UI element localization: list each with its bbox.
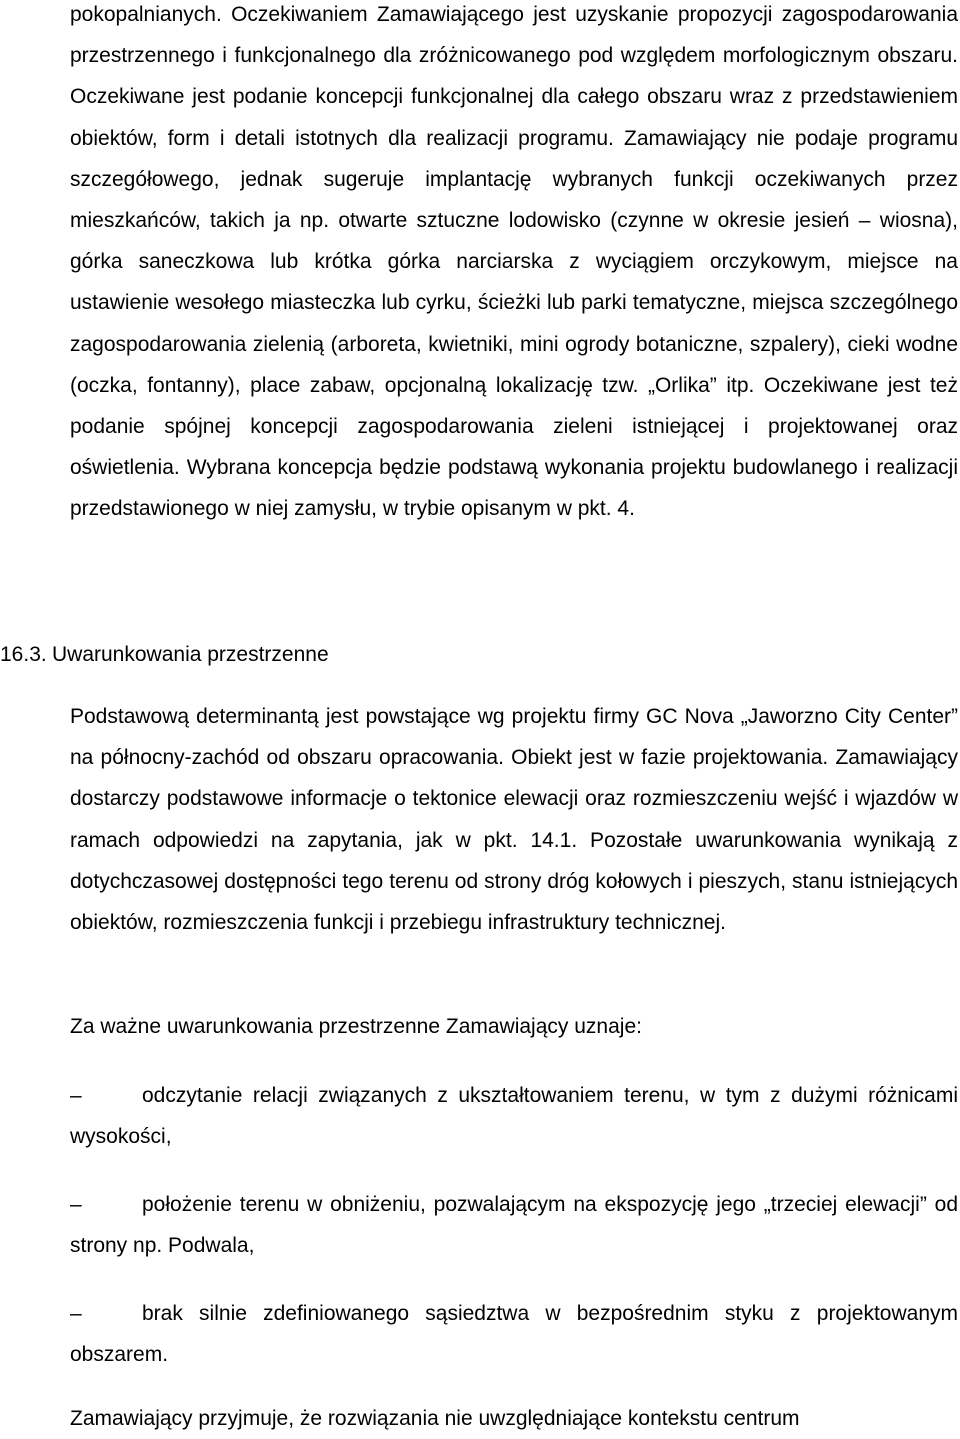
bullet-text: brak silnie zdefiniowanego sąsiedztwa w bezpośrednim styku z projektowanym obszarem. bbox=[70, 1302, 958, 1367]
section-title: Uwarunkowania przestrzenne bbox=[52, 643, 329, 666]
bullet-dash: – bbox=[70, 1302, 82, 1325]
paragraph-conditions-intro: Za ważne uwarunkowania przestrzenne Zamawiający uznaje: bbox=[70, 1015, 642, 1038]
section-number: 16.3. bbox=[0, 643, 47, 666]
bullet-text: położenie terenu w obniżeniu, pozwalającym na ekspozycję jego „trzeciej elewacji” od strony np. Podwala, bbox=[70, 1193, 958, 1258]
paragraph-program-expectations: pokopalnianych. Oczekiwaniem Zamawiającego jest uzyskanie propozycji zagospodarowania przestrzennego i funkcjonalnego dla zróżnicowanego pod względem morfologicznym obszaru. Oczekiwane jest podanie koncepcji funkcjonalnej dla całego obszaru wraz z przedstawieniem obiektów, form i detali istotnych dla realizacji programu. Zamawiający nie podaje programu szczegółowego, jednak sugeruje implantację wybranych funkcji oczekiwanych przez mieszkańców, takich ja np. otwarte sztuczne lodowisko (czynne w okresie jesień – wiosna), górka saneczkowa lub krótka górka narciarska z wyciągiem orczykowym, miejsce na ustawienie wesołego miasteczka lub cyrku, ścieżki lub parki tematyczne, miejsca szczególnego zagospodarowania zielenią (arboreta, kwietniki, mini ogrody botaniczne, szpalery), cieki wodne (oczka, fontanny), place zabaw, opcjonalną lokalizację tzw. „Orlika” itp. Oczekiwane jest też podanie spójnej koncepcji zagospodarowania zieleni istniejącej i projektowanej oraz oświetlenia. Wybrana koncepcja będzie podstawą wykonania projektu budowlanego i realizacji przedstawionego w niej zamysłu, w trybie opisanym w pkt. 4. bbox=[70, 3, 958, 521]
paragraph-context-assumption: Zamawiający przyjmuje, że rozwiązania nie uwzględniające kontekstu centrum bbox=[70, 1407, 800, 1430]
bullet-text: odczytanie relacji związanych z ukształtowaniem terenu, w tym z dużymi różnicami wysokości, bbox=[70, 1084, 958, 1149]
list-item bbox=[70, 1293, 958, 1375]
list-item bbox=[70, 1075, 958, 1157]
bullet-dash: – bbox=[70, 1084, 82, 1107]
section-heading bbox=[0, 634, 329, 675]
paragraph-main-determinant: Podstawową determinantą jest powstające wg projektu firmy GC Nova „Jaworzno City Center” na północny-zachód od obszaru opracowania. Obiekt jest w fazie projektowania. Zamawiający dostarczy podstawowe informacje o tektonice elewacji oraz rozmieszczeniu wejść i wjazdów w ramach odpowiedzi na zapytania, jak w pkt. 14.1. Pozostałe uwarunkowania wynikają z dotychczasowej dostępności tego terenu od strony dróg kołowych i pieszych, stanu istniejących obiektów, rozmieszczenia funkcji i przebiegu infrastruktury technicznej. bbox=[70, 705, 958, 935]
list-item bbox=[70, 1184, 958, 1266]
bullet-dash: – bbox=[70, 1193, 82, 1216]
